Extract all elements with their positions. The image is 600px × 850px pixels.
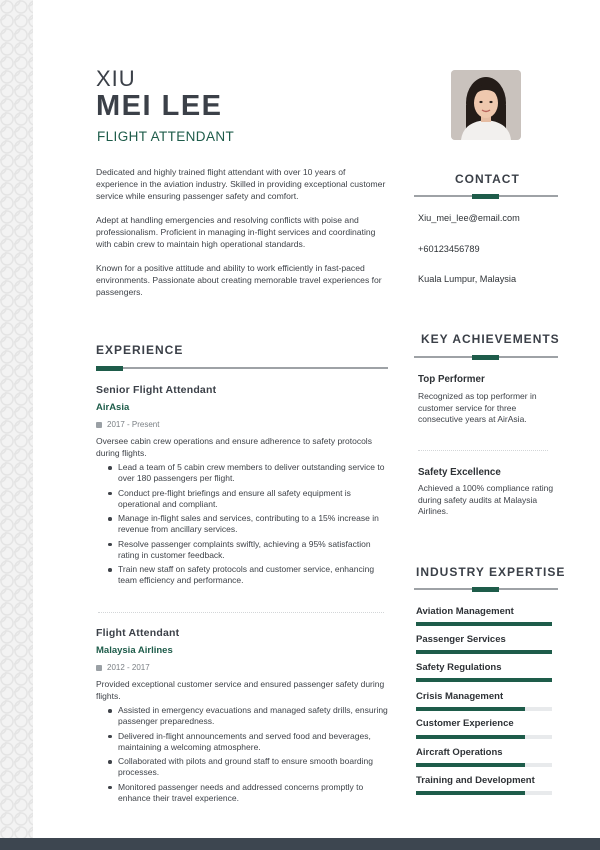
- expertise-divider-accent: [472, 587, 499, 592]
- skill-bar-fill: [416, 650, 552, 654]
- job-dates-text: 2017 - Present: [107, 420, 160, 429]
- job-bullet-list: [108, 462, 388, 590]
- job-separator: [98, 612, 384, 613]
- skill-name: Aircraft Operations: [416, 747, 503, 758]
- skill-bar: [416, 791, 552, 795]
- skill-bar-fill: [416, 791, 525, 795]
- skill-bar-fill: [416, 763, 525, 767]
- list-item: Resolve passenger complaints swiftly, achieving a 95% satisfaction rating in customer feedback.: [108, 539, 388, 561]
- list-item: Collaborated with pilots and ground staff to ensure smooth boarding processes.: [108, 756, 388, 778]
- job-dates-text: 2012 - 2017: [107, 663, 150, 672]
- contact-email[interactable]: Xiu_mei_lee@email.com: [418, 213, 520, 223]
- achievements-heading: KEY ACHIEVEMENTS: [421, 332, 560, 346]
- experience-divider-accent: [96, 366, 123, 371]
- skill-name: Crisis Management: [416, 691, 504, 702]
- job-description: Provided exceptional customer service and ensured passenger safety during flights.: [96, 679, 385, 701]
- skill-bar: [416, 622, 552, 626]
- skill-name: Aviation Management: [416, 606, 514, 617]
- list-item: Conduct pre-flight briefings and ensure all safety equipment is operational and compliant.: [108, 488, 388, 510]
- achievement-title: Top Performer: [418, 374, 485, 385]
- profile-photo: [451, 70, 521, 140]
- list-item: Delivered in-flight announcements and served food and beverages, maintaining a welcoming atmosphere.: [108, 731, 388, 753]
- achievement-description: Achieved a 100% compliance rating during safety audits at Malaysia Airlines.: [418, 483, 554, 516]
- contact-phone[interactable]: +60123456789: [418, 244, 480, 254]
- contact-heading: CONTACT: [455, 172, 520, 186]
- list-item: Monitored passenger needs and addressed concerns promptly to enhance their travel experience.: [108, 782, 388, 804]
- summary-paragraph: Dedicated and highly trained flight attendant with over 10 years of experience in the aviation industry. Skilled in providing exceptional customer service while ensuring passenger safety and comfort.: [96, 167, 386, 201]
- job-dates: [96, 420, 159, 429]
- contact-divider-accent: [472, 194, 499, 199]
- skill-name: Safety Regulations: [416, 662, 502, 673]
- calendar-icon: [96, 422, 102, 428]
- achievement-separator: [418, 450, 548, 451]
- skill-bar: [416, 763, 552, 767]
- skill-name: Passenger Services: [416, 634, 506, 645]
- skill-bar-fill: [416, 707, 525, 711]
- achievement-title: Safety Excellence: [418, 467, 501, 478]
- profile-photo-portrait: [451, 70, 521, 140]
- first-name: XIU: [96, 66, 136, 91]
- achievements-divider-accent: [472, 355, 499, 360]
- list-item: Assisted in emergency evacuations and managed safety drills, ensuring passenger preparedness.: [108, 705, 388, 727]
- skill-bar-fill: [416, 735, 525, 739]
- experience-divider: [96, 367, 388, 369]
- skill-bar: [416, 707, 552, 711]
- company-name: AirAsia: [96, 402, 130, 413]
- job-role: Senior Flight Attendant: [96, 384, 217, 396]
- skill-bar: [416, 735, 552, 739]
- job-bullet-list: [108, 705, 388, 807]
- skill-bar-fill: [416, 678, 552, 682]
- list-item: Train new staff on safety protocols and customer service, enhancing team efficiency and performance.: [108, 564, 388, 586]
- skill-name: Customer Experience: [416, 718, 514, 729]
- company-name: Malaysia Airlines: [96, 645, 173, 656]
- decorative-pattern-strip: [0, 0, 33, 838]
- job-dates: [96, 663, 150, 672]
- job-title: FLIGHT ATTENDANT: [97, 129, 235, 144]
- list-item: Lead a team of 5 cabin crew members to deliver outstanding service to over 180 passengers per flight.: [108, 462, 388, 484]
- experience-heading: EXPERIENCE: [96, 343, 184, 357]
- summary-paragraph: Adept at handling emergencies and resolving conflicts with poise and professionalism. Proficient in managing in-flight services and coordinating with cabin crew to maintain high operational standards.: [96, 215, 376, 249]
- skill-name: Training and Development: [416, 775, 535, 786]
- expertise-heading: INDUSTRY EXPERTISE: [416, 565, 566, 579]
- skill-bar-fill: [416, 622, 552, 626]
- calendar-icon: [96, 665, 102, 671]
- last-name: MEI LEE: [96, 90, 223, 122]
- job-description: Oversee cabin crew operations and ensure adherence to safety protocols during flights.: [96, 436, 372, 458]
- skill-bar: [416, 650, 552, 654]
- skill-bar: [416, 678, 552, 682]
- summary-paragraph: Known for a positive attitude and ability to work efficiently in fast-paced environments. Passionate about creating memorable travel experiences for passengers.: [96, 263, 382, 297]
- job-role: Flight Attendant: [96, 627, 180, 639]
- footer-bar: [0, 838, 600, 850]
- contact-location: Kuala Lumpur, Malaysia: [418, 274, 517, 284]
- achievement-description: Recognized as top performer in customer service for three consecutive years at AirAsia.: [418, 391, 537, 424]
- list-item: Manage in-flight sales and services, contributing to a 15% increase in revenue from ancillary services.: [108, 513, 388, 535]
- profile-summary: [96, 166, 386, 310]
